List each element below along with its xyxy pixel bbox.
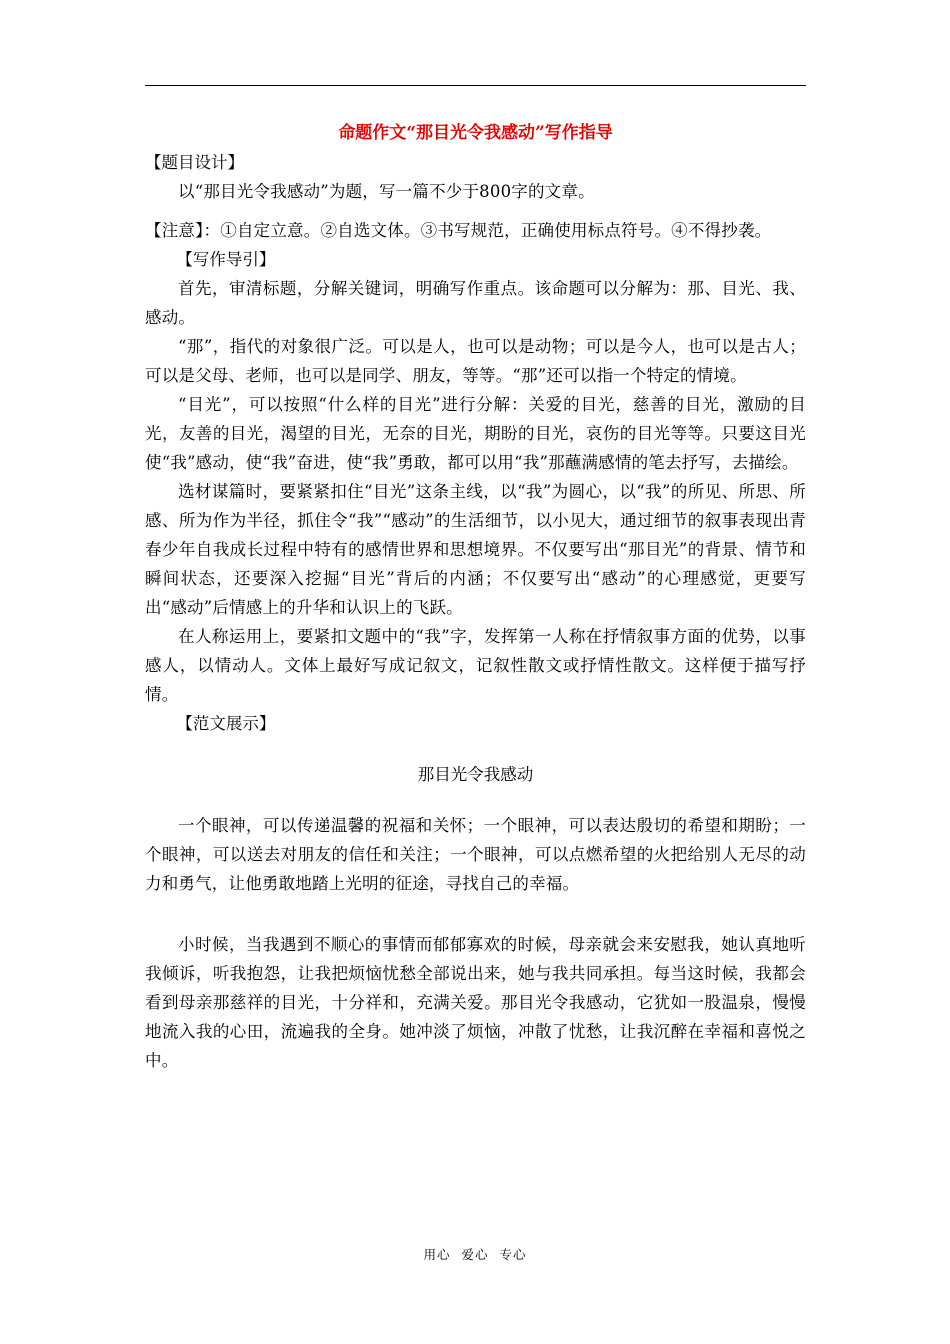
- essay-paragraph-2: 小时候，当我遇到不顺心的事情而郁郁寡欢的时候，母亲就会来安慰我，她认真地听我倾诉，听我抱怨，让我把烦恼忧愁全部说出来，她与我共同承担。每当这时候，我都会看到母亲那慈祥的目光，十分祥和，充满关爱。那目光令我感动，它犹如一股温泉，慢慢地流入我的心田，流遍我的全身。她冲淡了烦恼，冲散了忧愁，让我沉醉在幸福和喜悦之中。: [145, 935, 806, 1070]
- section-heading-design: 【题目设计】: [145, 153, 244, 172]
- design-paragraph: 以“那目光令我感动”为题，写一篇不少于800字的文章。: [178, 182, 595, 201]
- section-heading-guide: 【写作导引】: [176, 250, 276, 269]
- spacer: [145, 789, 806, 811]
- document-body: [145, 118, 806, 1075]
- essay-paragraph-1: 一个眼神，可以传递温馨的祝福和关怀；一个眼神，可以表达殷切的希望和期盼；一个眼神，可以送去对朋友的信任和关注；一个眼神，可以点燃希望的火把给别人无尽的动力和勇气，让他勇敢地踏上光明的征途，寻找自己的幸福。: [145, 816, 806, 893]
- guide-paragraph-4: 选材谋篇时，要紧紧扣住“目光”这条主线，以“我”为圆心，以“我”的所见、所思、所感、所为作为半径，抓住令“我”“感动”的生活细节，以小见大，通过细节的叙事表现出青春少年自我成长过程中特有的感情世界和思想境界。不仅要写出“那目光”的背景、情节和瞬间状态，还要深入挖掘“目光”背后的内涵；不仅要写出“感动”的心理感觉，更要写出“感动”后情感上的升华和认识上的飞跃。: [145, 482, 806, 617]
- spacer: [145, 920, 806, 930]
- guide-paragraph-5: 在人称运用上，要紧扣文题中的“我”字，发挥第一人称在抒情叙事方面的优势，以事感人，以情动人。文体上最好写成记叙文，记叙性散文或抒情性散文。这样便于描写抒情。: [145, 627, 806, 704]
- guide-paragraph-1: 首先，审清标题，分解关键词，明确写作重点。该命题可以分解为：那、目光、我、感动。: [145, 279, 806, 327]
- spacer: [145, 738, 806, 760]
- document-title: 命题作文“那目光令我感动”写作指导: [338, 123, 613, 143]
- essay-title: 那目光令我感动: [417, 765, 534, 784]
- page-footer: 用心 爱心 专心: [423, 1247, 527, 1262]
- spacer: [145, 898, 806, 920]
- guide-paragraph-2: “那”，指代的对象很广泛。可以是人，也可以是动物；可以是今人，也可以是古人；可以是父母、老师，也可以是同学、朋友，等等。“那”还可以指一个特定的情境。: [145, 337, 806, 385]
- note-paragraph: 【注意】：①自定立意。②自选文体。③书写规范，正确使用标点符号。④不得抄袭。: [145, 221, 772, 240]
- header-rule: [145, 85, 806, 86]
- spacer: [145, 206, 806, 216]
- section-heading-sample: 【范文展示】: [176, 714, 276, 733]
- guide-paragraph-3: “目光”，可以按照“什么样的目光”进行分解：关爱的目光，慈善的目光，激励的目光，友善的目光，渴望的目光，无奈的目光，期盼的目光，哀伤的目光等等。只要这目光使“我”感动，使“我”奋进，使“我”勇敢，都可以用“我”那蘸满感情的笔去抒写，去描绘。: [145, 395, 806, 472]
